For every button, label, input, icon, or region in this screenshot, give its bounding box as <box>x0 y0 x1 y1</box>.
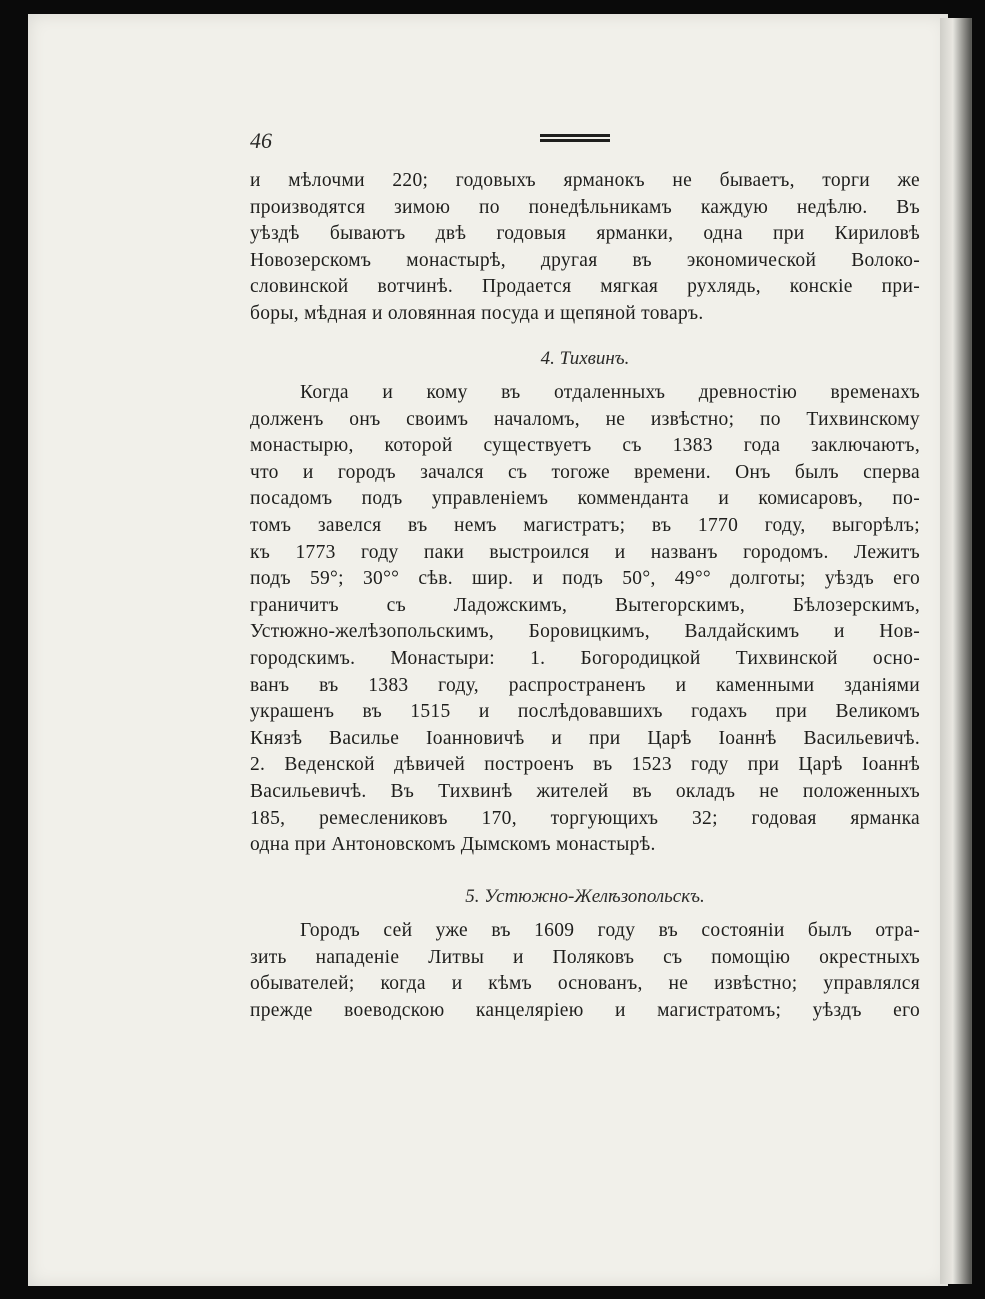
text-line: монастырю, которой существуетъ съ 1383 года заключаютъ, <box>250 435 920 457</box>
section-title-ustyuzhno: 5. Устюжно-Желѣзопольскъ. <box>465 886 705 907</box>
text-line: подъ 59°; 30°° сѣв. шир. и подъ 50°, 49°° долготы; уѣздъ его <box>250 568 920 590</box>
paragraph-tikhvin <box>250 380 920 859</box>
paragraph-continuation <box>250 168 920 328</box>
text-line: одна при Антоновскомъ Дымскомъ монастырѣ. <box>250 834 656 856</box>
text-line: Васильевичѣ. Въ Тихвинѣ жителей въ окладъ не положенныхъ <box>250 780 920 802</box>
text-line: городскимъ. Монастыри: 1. Богородицкой Тихвинской осно- <box>250 647 920 669</box>
text-line: Устюжно-желѣзопольскимъ, Боровицкимъ, Валдайскимъ и Нов- <box>250 621 920 643</box>
text-line: долженъ онъ своимъ началомъ, не извѣстно; по Тихвинскому <box>250 408 920 430</box>
text-line: производятся зимою по понедѣльникамъ каждую недѣлю. Въ <box>250 196 920 218</box>
section-title-tikhvin: 4. Тихвинъ. <box>540 348 630 369</box>
text-line: обывателей; когда и кѣмъ основанъ, не извѣстно; управлялся <box>250 973 920 995</box>
text-line: украшенъ въ 1515 и послѣдовавшихъ годахъ при Великомъ <box>250 701 920 723</box>
text-line: Городъ сей уже въ 1609 году въ состояніи былъ отра- <box>300 920 920 941</box>
text-line: посадомъ подъ управленіемъ комменданта и комисаровъ, по- <box>250 488 920 510</box>
page-number: 46 <box>250 128 272 153</box>
text-line: и мѣлочми 220; годовыхъ ярманокъ не бываетъ, торги же <box>250 170 920 191</box>
text-line: боры, мѣдная и оловянная посуда и щепяной товаръ. <box>250 302 704 324</box>
text-line: ванъ въ 1383 году, распространенъ и каменными зданіями <box>250 674 920 696</box>
text-line: Новозерскомъ монастырѣ, другая въ экономической Волоко- <box>250 249 920 271</box>
paragraph-ustyuzhno <box>250 918 920 1024</box>
header-ornament <box>540 134 610 144</box>
text-line: уѣздѣ бываютъ двѣ годовыя ярманки, одна при Кириловѣ <box>250 223 920 245</box>
text-line: къ 1773 году паки выстроился и названъ городомъ. Лежитъ <box>250 541 920 563</box>
text-line: 185, ремеслениковъ 170, торгующихъ 32; годовая ярманка <box>250 807 920 829</box>
text-line: томъ завелся въ немъ магистратъ; въ 1770 году, выгорѣлъ; <box>250 514 920 536</box>
text-line: словинской вотчинѣ. Продается мягкая рухлядь, конскіе при- <box>250 276 920 298</box>
text-line: зить нападеніе Литвы и Поляковъ съ помощію окрестныхъ <box>250 946 920 968</box>
text-line: что и городъ зачался съ тогоже времени. Онъ былъ сперва <box>250 461 920 483</box>
text-line: прежде воеводскою канцеляріею и магистратомъ; уѣздъ его <box>250 999 920 1021</box>
text-line: Когда и кому въ отдаленныхъ древностію временахъ <box>300 382 920 403</box>
text-line: Князѣ Василье Іоанновичѣ и при Царѣ Іоаннѣ Васильевичѣ. <box>250 727 920 749</box>
text-line: 2. Веденской дѣвичей построенъ въ 1523 году при Царѣ Іоаннѣ <box>250 754 920 776</box>
adjacent-page-edge <box>940 18 972 1284</box>
text-line: граничитъ съ Ладожскимъ, Вытегорскимъ, Бѣлозерскимъ, <box>250 594 920 616</box>
